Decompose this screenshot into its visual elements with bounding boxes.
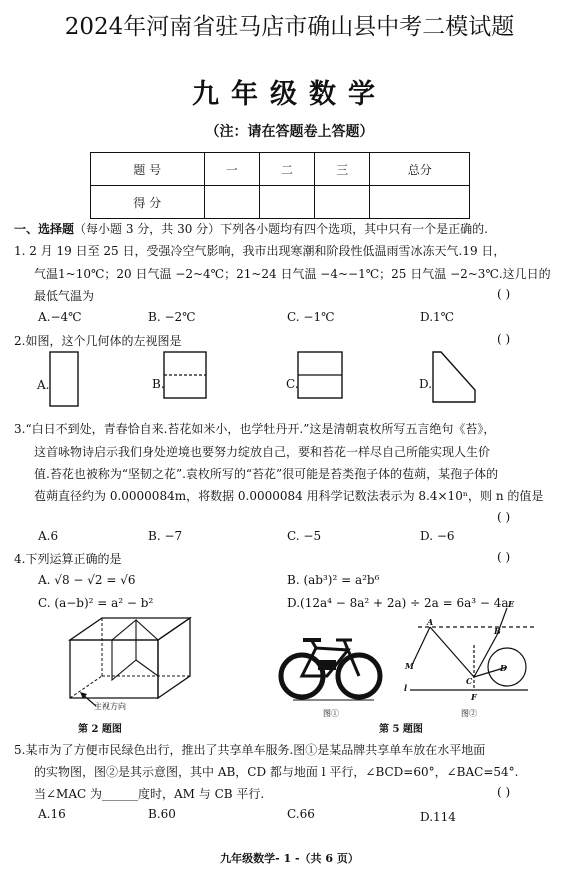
exam-note: （注：请在答题卷上答题）: [205, 124, 374, 140]
q5-option-b[interactable]: B.60: [148, 807, 176, 821]
figure-2-label: 图②: [461, 709, 477, 718]
q1-option-c[interactable]: C. −1℃: [287, 310, 335, 324]
view-direction-label: 主视方向: [94, 702, 126, 711]
q1-line1: 1. 2 月 19 日至 25 日，受强冷空气影响，我市出现寒潮和阶段性低温雨雪冰冻天气.19 日，: [14, 244, 506, 258]
q2-solid-figure: [70, 618, 190, 706]
point-label-b: B: [494, 626, 501, 636]
point-label-a: A: [427, 617, 434, 627]
point-label-d: D: [500, 663, 507, 673]
q2-figure-caption: 第 2 题图: [78, 724, 122, 735]
q3-option-d[interactable]: D. −6: [420, 529, 455, 543]
exam-title: 2024年河南省驻马店市确山县中考二模试题: [64, 14, 515, 40]
q3-line4: 苞蒴直径约为 0.0000084m，将数据 0.0000084 用科学记数法表示为 8.4×10ⁿ，则 n 的值是: [34, 489, 544, 503]
q2-option-c[interactable]: C.: [286, 377, 299, 391]
q3-answer-paren[interactable]: ( ): [497, 510, 511, 524]
subject-title: 九年级数学: [192, 79, 387, 110]
q1-line3: 最低气温为: [34, 289, 95, 303]
table-cell: 三: [315, 153, 370, 186]
q4-answer-paren[interactable]: ( ): [497, 550, 511, 564]
q2-option-b[interactable]: B.: [152, 377, 165, 391]
point-label-e: E: [508, 599, 515, 609]
table-cell: 总分: [370, 153, 470, 186]
q5-option-d[interactable]: D.114: [420, 810, 456, 824]
page-footer: 九年级数学- 1 -（共 6 页）: [220, 852, 359, 865]
section-title: 一、选择题: [14, 222, 75, 236]
q1-option-d[interactable]: D.1℃: [420, 310, 455, 324]
q5-line1: 5.某市为了方便市民绿色出行，推出了共享单车服务.图①是某品牌共享单车放在水平地面: [14, 743, 486, 757]
point-label-c: C: [466, 676, 473, 686]
line-label-l: l: [404, 683, 408, 693]
q5-answer-paren[interactable]: ( ): [497, 785, 511, 799]
point-label-m: M: [405, 661, 414, 671]
q5-line3: 当∠MAC 为______度时，AM 与 CB 平行.: [34, 787, 265, 801]
table-cell: 二: [259, 153, 314, 186]
q3-option-b[interactable]: B. −7: [148, 529, 183, 543]
q3-option-c[interactable]: C. −5: [287, 529, 322, 543]
figure-1-label: 图①: [323, 709, 339, 718]
q2-option-d[interactable]: D.: [419, 377, 433, 391]
table-cell: 得 分: [91, 186, 205, 219]
bicycle-photo: [281, 638, 380, 700]
q3-line3: 值.苔花也被称为“坚韧之花”.袁枚所写的“苔花”很可能是苔类孢子体的苞蒴，某孢子体的: [34, 467, 499, 481]
q4-option-d[interactable]: D.(12a⁴ − 8a² + 2a) ÷ 2a = 6a³ − 4a: [287, 596, 509, 610]
section-description: （每小题 3 分，共 30 分）下列各小题均有四个选项，其中只有一个是正确的.: [74, 222, 488, 236]
q4-text: 4.下列运算正确的是: [14, 552, 122, 566]
table-cell: 题 号: [91, 153, 205, 186]
q1-answer-paren[interactable]: ( ): [497, 287, 511, 301]
q3-option-a[interactable]: A.6: [38, 529, 59, 543]
q4-option-b[interactable]: B. (ab³)² = a²b⁶: [287, 573, 380, 587]
q5-figure-caption: 第 5 题图: [379, 724, 423, 735]
table-cell: 一: [204, 153, 259, 186]
q1-option-b[interactable]: B. −2℃: [148, 310, 196, 324]
q5-line2: 的实物图，图②是其示意图，其中 AB，CD 都与地面 l 平行，∠BCD=60°，∠BAC=54°.: [34, 765, 519, 779]
q4-option-c[interactable]: C. (a−b)² = a² − b²: [38, 596, 154, 610]
q2-text: 2.如图，这个几何体的左视图是: [14, 334, 182, 348]
q3-line1: 3.“白日不到处，青春恰自来.苔花如米小，也学牡丹开.”这是清朝袁枚所写五言绝句《苔》，: [14, 422, 496, 436]
q2-option-a[interactable]: A.: [37, 378, 50, 392]
q1-option-a[interactable]: A.−4℃: [38, 310, 82, 324]
q5-option-c[interactable]: C.66: [287, 807, 315, 821]
q1-line2: 气温1~10℃；20 日气温 −2~4℃；21~24 日气温 −4~−1℃；25 日气温 −2~3℃.这几日的: [34, 267, 551, 281]
q4-option-a[interactable]: A. √8 − √2 = √6: [38, 573, 136, 587]
q3-line2: 这首咏物诗启示我们身处逆境也要努力绽放自己，要和苔花一样尽自己所能实现人生价: [34, 445, 491, 459]
point-label-f: F: [471, 692, 477, 702]
q2-answer-paren[interactable]: ( ): [497, 332, 511, 346]
q5-option-a[interactable]: A.16: [38, 807, 66, 821]
